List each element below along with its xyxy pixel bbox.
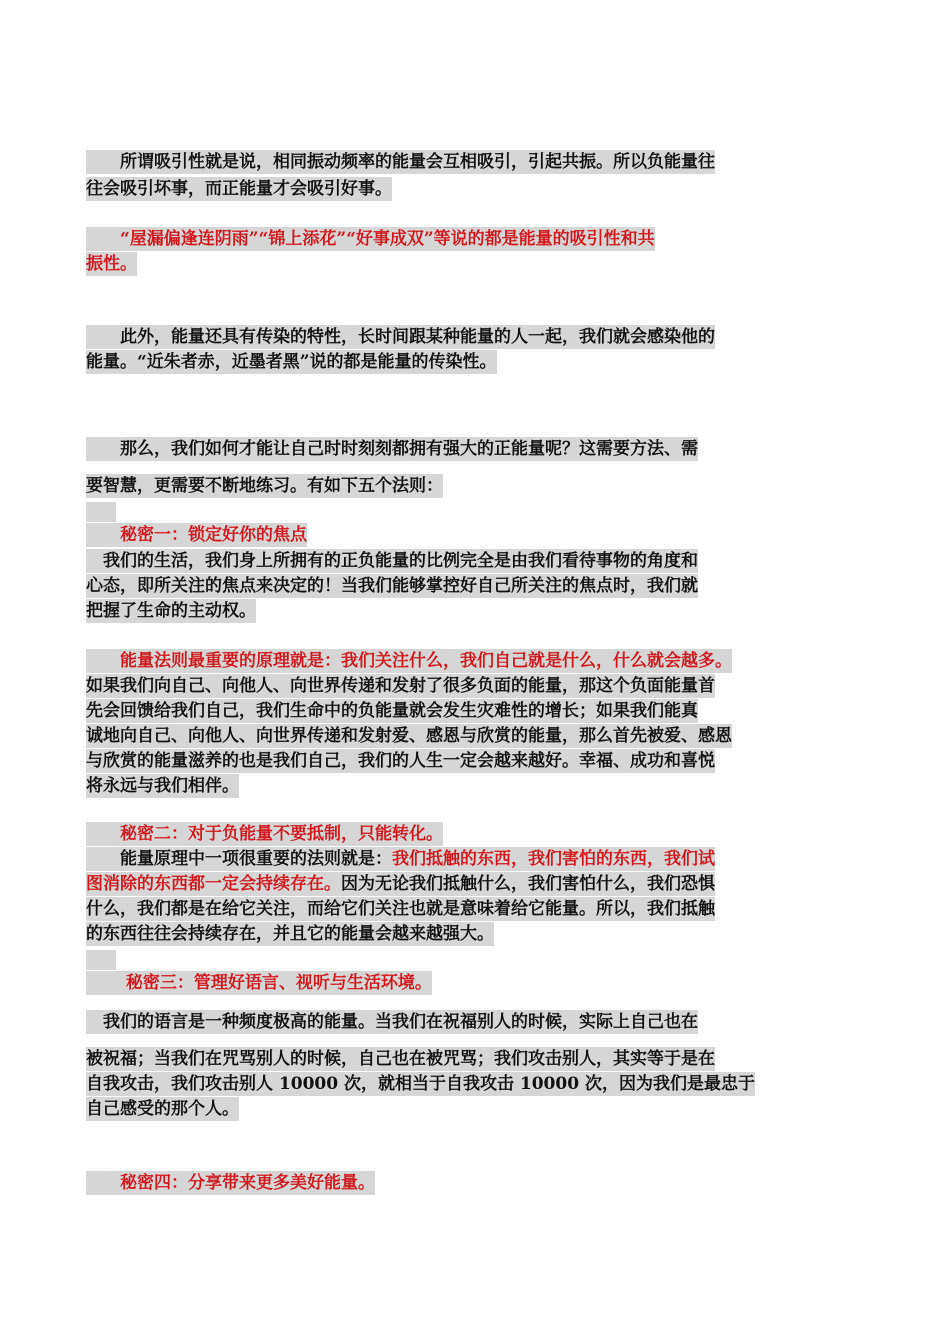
secret-2-body-line-1 xyxy=(86,847,715,871)
secret-3-body-line-2: 被祝福；当我们在咒骂别人的时候，自己也在被咒骂；我们攻击别人，其实等于是在 xyxy=(86,1049,715,1069)
proverb-attraction-line-2: 振性。 xyxy=(86,254,137,274)
secret-2-line-2-red: 图消除的东西都一定会持续存在。 xyxy=(86,874,341,894)
paragraph-contagion-line-1: 此外，能量还具有传染的特性，长时间跟某种能量的人一起，我们就会感染他的 xyxy=(86,327,715,347)
principle-body-line-2: 先会回馈给我们自己，我们生命中的负能量就会发生灾难性的增长；如果我们能真 xyxy=(86,701,698,721)
paragraph-attraction-line-1: 所谓吸引性就是说，相同振动频率的能量会互相吸引，引起共振。所以负能量往 xyxy=(86,152,715,172)
secret-3-body-line-4: 自己感受的那个人。 xyxy=(86,1099,239,1119)
secret-3-title: 秘密三：管理好语言、视听与生活环境。 xyxy=(86,973,432,993)
secret-4-title: 秘密四：分享带来更多美好能量。 xyxy=(86,1173,375,1193)
secret-1-body-line-2: 心态，即所关注的焦点来决定的！当我们能够掌控好自己所关注的焦点时，我们就 xyxy=(86,576,698,596)
secret-1-title: 秘密一：锁定好你的焦点 xyxy=(86,525,307,545)
proverb-attraction-line-1: “屋漏偏逢连阴雨”“锦上添花”“好事成双”等说的都是能量的吸引性和共 xyxy=(86,229,655,249)
secret-2-line-2-black: 因为无论我们抵触什么，我们害怕什么，我们恐惧 xyxy=(341,874,715,894)
energy-principle-red: 能量法则最重要的原理就是：我们关注什么，我们自己就是什么，什么就会越多。 xyxy=(86,651,732,671)
principle-body-line-3: 诚地向自己、向他人、向世界传递和发射爱、感恩与欣赏的能量，那么首先被爱、感恩 xyxy=(86,726,732,746)
empty-highlight-block-2 xyxy=(86,950,116,970)
secret-3-body-line-3: 自我攻击，我们攻击别人 10000 次，就相当于自我攻击 10000 次，因为我们是最忠于 xyxy=(86,1074,755,1094)
secret-1-body-line-3: 把握了生命的主动权。 xyxy=(86,601,256,621)
secret-2-body-line-2 xyxy=(86,872,715,896)
secret-3-body-line-1: 我们的语言是一种频度极高的能量。当我们在祝福别人的时候，实际上自己也在 xyxy=(86,1012,698,1032)
paragraph-intro-line-1: 那么，我们如何才能让自己时时刻刻都拥有强大的正能量呢？这需要方法、需 xyxy=(86,439,698,459)
secret-2-line-1-black: 能量原理中一项很重要的法则就是： xyxy=(86,849,392,869)
secret-2-title: 秘密二：对于负能量不要抵制，只能转化。 xyxy=(86,824,443,844)
principle-body-line-5: 将永远与我们相伴。 xyxy=(86,776,239,796)
paragraph-contagion-line-2: 能量。“近朱者赤，近墨者黑”说的都是能量的传染性。 xyxy=(86,352,497,372)
secret-2-body-line-3: 什么，我们都是在给它关注，而给它们关注也就是意味着给它能量。所以，我们抵触 xyxy=(86,899,715,919)
principle-body-line-4: 与欣赏的能量滋养的也是我们自己，我们的人生一定会越来越好。幸福、成功和喜悦 xyxy=(86,751,715,771)
secret-2-body-line-4: 的东西往往会持续存在，并且它的能量会越来越强大。 xyxy=(86,924,494,944)
paragraph-intro-line-2: 要智慧，更需要不断地练习。有如下五个法则： xyxy=(86,476,443,496)
principle-body-line-1: 如果我们向自己、向他人、向世界传递和发射了很多负面的能量，那这个负面能量首 xyxy=(86,676,715,696)
secret-1-body-line-1: 我们的生活，我们身上所拥有的正负能量的比例完全是由我们看待事物的角度和 xyxy=(86,551,698,571)
empty-highlight-block xyxy=(86,502,116,522)
paragraph-attraction-line-2: 往会吸引坏事，而正能量才会吸引好事。 xyxy=(86,179,392,199)
secret-2-line-1-red: 我们抵触的东西，我们害怕的东西，我们试 xyxy=(392,849,715,869)
